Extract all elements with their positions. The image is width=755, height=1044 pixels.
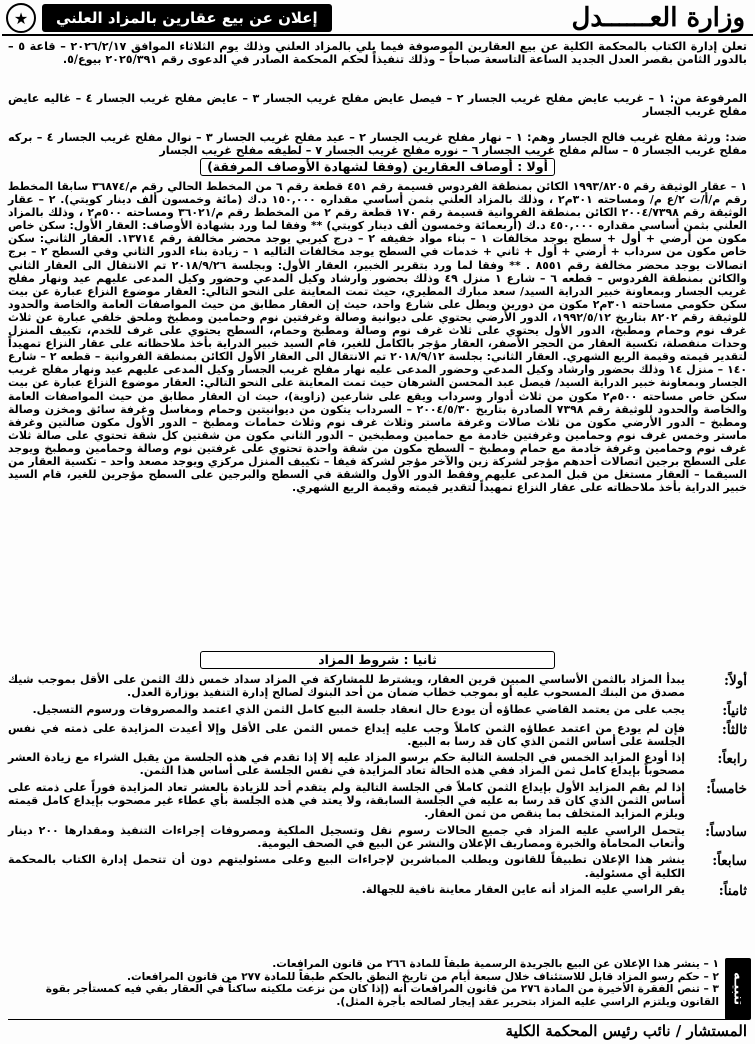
note-item: ٣ – تنص الفقرة الأخيرة من المادة ٢٧٦ من قانون المرافعات أنه (إذا كان من نزعت ملكيته ساكناً في العقار بقي فيه كمستأجر بقوة القانون ويلتزم الراسي عليه المزاد بتحرير عقد إيجار لصالحه بأجرة المثل).	[45, 983, 719, 1008]
condition-item	[8, 824, 747, 851]
announcement-header	[2, 2, 753, 36]
properties-description: ١ – عقار الوثيقة رقم ١٩٩٣/٨٢٠٥ الكائن بمنطقة الفردوس قسيمة رقم ٤٥١ قطعة رقم ٦ من المخطط الحالي رقم م/٣٦٨٧٤ سابقا المخطط رقم م/أ/ت ٢/ع م/ ومساحته ٣٠١م٢ ، وذلك بالمزاد العلني بثمن أساسي مقداره ١٥٠,٠٠٠ د.ك (مائة وخمسون ألف دينار كويتي). ٢ – عقار الوثيقة رقم ٢٠٠٤/٧٣٩٨ الكائن بمنطقة الفروانية قسيمة رقم ١٧٠ قطعة رقم ٢ من المخطط رقم م/٣٦٠٢١ ومساحته ٥٠٠م٢ ، وذلك بالمزاد العلني بثمن أساسي مقداره ٤٥٠,٠٠٠ د.ك (أربعمائة وخمسون ألف دينار كويتي) ** وفقا لما ورد بشهادة الأوصاف: العقار الأول: سكن خاص مكون من أرضي + أول + سطح يوجد مخالفات ١ – بناء مواد خفيفه ٢ – درج كيربي يوجد محضر مخالفة رقم ١٣٧١٤. العقار الثاني: سكن خاص مكون من سرداب + أرضي + أول + ثاني + خدمات في السطح يوجد مخالفات التاليه ١ – زيادة بناء الدور الثاني وفي السطح ٢ – برج اتصالات يوجد محضر مخالفة رقم ٨٥٥١ . ** وفقا لما ورد بتقرير الخبير، العقار الأول: وبجلسة ٢٠١٨/٩/٢٦ تم الانتقال الى العقار الثاني والكائن بمنطقة الفردوس – قطعه ٦ – شارع ١ منزل ٤٩ وذلك بحضور وارشاد وكيل المدعي وحضور وكيل المدعى عليهم عيد ونهار مفلح غريب الجسار وبمعاونة خبير الدراية السيد/ سعد مبارك المطيري، حيث تمت المعاينة على النحو التالي: العقار موضوع النزاع عبارة عن بيت سكن حكومي مساحته ٣٠١م٢ مكون من دورين ويطل على شارع واحد، حيث إن العقار مطابق من حيث المواصفات العامة والخاصة والحدود للوثيقة رقم ٨٢٠٢ بتاريخ ١٩٩٢/٥/١٢، الدور الأرضي يحتوي على ديوانية وصالة وغرفتين نوم وحمامين ومطبخ وملحق خلفي عبارة عن ثلاث غرف نوم وحمام ومطبخ، الدور الأول يحتوي على ثلاث غرف نوم وصالة ومطبخ وحمام، السطح يحتوي على غرف للخدم، تكييف المنزل وحدات منفصلة، تكسية العقار من الحجر الأصفر، العقار مؤجر بالكامل للغير، قام السيد خبير الدراية بأخذ ملاحظاته على عقار النزاع تمهيداً لتقدير قيمته وقيمة الريع الشهري. العقار الثاني: بجلسة ٢٠١٨/٩/١٢ تم الانتقال الى العقار الأول الكائن بمنطقة الفروانية – قطعه ٢ – شارع ١٤٠ – منزل ١٤ وذلك بحضور وارشاد وكيل المدعي وحضور المدعى عليه نهار مفلح غريب الجسار وكيل المدعى عليهم عيد ونهار مفلح غريب الجسار وبمعاونة خبير الدراية السيد/ فيصل عبد المحسن الشرهان حيث تمت المعاينة على النحو التالي: العقار موضوع النزاع عبارة عن بيت سكن خاص مساحته ٥٠٠م٢ مكون من ثلاث أدوار وسرداب ويقع على شارعين (زاوية)، حيث ان العقار مطابق من حيث المواصفات العامة والخاصة والحدود للوثيقة رقم ٧٣٩٨ الصادرة بتاريخ ٢٠٠٤/٥/٣٠ – السرداب يتكون من ديوانيتين وحمام ومغاسل وغرفة سائق ومخزن وصالة ومطبخ – الدور الأرضي مكون من ثلاث صالات وغرفة ماستر وثلاث غرف نوم وثلاث حمامات ومطبخ – الدور الأول مكون صالتين وغرفة ماستر وخمس غرف نوم وحمامين وغرفتين خادمة مع حمامين ومطبخين – الدور الثاني مكون من شقتين كل شقة تحتوي على صالة ثلاث غرف نوم وحمامين وغرفة خادمة مع حمام ومطبخ – السطح مكون من شقة واحدة تحتوي على غرفتين نوم وصالة وحمامين ومطبخ ويوجد على السطح برجين اتصالات أحدهم مؤجر لشركة زين والآخر مؤجر لشركة فيفا – تكييف المنزل مركزي ويوجد مصعد واحد – تكسية العقار من السيقما – العقار مستغل من قبل المدعى عليهم وفقط الدور الأول والشقة في السطح والبرجين على السطح مؤجرين للغير، قام السيد خبير الدراية بأخذ ملاحظاته على عقار النزاع تمهيداً لتقدير قيمته وقيمة الريع الشهري.	[8, 180, 748, 495]
state-emblem-icon: ★	[6, 3, 36, 33]
condition-text: يبدأ المزاد بالثمن الأساسي المبين قرين العقار، ويشترط للمشاركة في المزاد سداد خمس ذلك الثمن على الأقل بموجب شيك مصدق من البنك المسحوب عليه أو بموجب خطاب ضمان من أحد البنوك لصالح إدارة التنفيذ بوزارة العدل.	[8, 673, 685, 700]
condition-text: يقر الراسي عليه المزاد أنه عاين العقار معاينة نافية للجهالة.	[361, 882, 685, 896]
defendants-paragraph: ضد: ورثة مفلح غريب فالح الجسار وهم: ١ – نهار مفلح غريب الجسار ٢ – عيد مفلح غريب الجسار ٣ – نوال مفلح غريب الجسار ٤ – بركه مفلح غريب الجسار ٥ – سالم مفلح غريب الجسار ٦ – نوره مفلح غريب الجسار ٧ – لطيفه مفلح غريب الجسار	[8, 131, 747, 158]
announcement-title: إعلان عن بيع عقارين بالمزاد العلني	[42, 4, 332, 32]
condition-item	[8, 853, 747, 880]
condition-label: ثانياً:	[722, 702, 747, 719]
intro-paragraph: تعلن إدارة الكتاب بالمحكمة الكلية عن بيع العقارين الموصوفة فيما يلي بالمزاد العلني وذلك يوم الثلاثاء الموافق ٢٠٢٦/٢/١٧ – قاعة ٥ – بالدور الثامن بقصر العدل الجديد الساعة التاسعة صباحاً – وذلك تنفيذاً لحكم المحكمة الصادر في الدعوى رقم ٢٠٢٥/٣٩١ بيوع/٥.	[8, 40, 747, 67]
condition-item	[8, 751, 747, 778]
condition-label: سادساً:	[705, 823, 747, 840]
notes-list	[8, 958, 725, 1020]
notes-box	[8, 958, 751, 1020]
condition-label: ثامناً:	[718, 882, 747, 899]
ministry-title: وزارة العــــــدل	[571, 3, 745, 33]
condition-text: فإن لم يودع من اعتمد عطاؤه الثمن كاملاً وجب عليه إيداع خمس الثمن على الأقل وإلا أعيدت المزايدة على ذمته في نفس الجلسة على أساس الثمن الذي كان قد رسا به البيع.	[8, 721, 685, 748]
condition-text: إذا لم يقم المزايد الأول بإيداع الثمن كاملاً في الجلسة التالية ولم يتقدم أحد للزيادة بالعشر تعاد المزايدة فوراً على ذمته على أساس الثمن الذي كان قد رسا به عليه في الجلسة السابقة، ولا يعتد في هذه الجلسة بأي عطاء غير مصحوب بإيداع كامل قيمته ويلزم المزايد المتخلف بما ينقص من ثمن العقار.	[8, 780, 685, 821]
note-item: ١ – ينشر هذا الإعلان عن البيع بالجريدة الرسمية طبقاً للمادة ٢٦٦ من قانون المرافعات.	[272, 958, 719, 970]
condition-text: إذا أودع المزايد الخمس في الجلسة التالية حكم برسو المزاد عليه إلا إذا تقدم في هذه الجلسة من يقبل الشراء مع زيادة العشر مصحوباً بإيداع كامل ثمن المزاد ففي هذه الحالة تعاد المزايدة في نفس الجلسة على أساس هذا الثمن.	[8, 751, 685, 778]
signature-line: المستشار / نائب رئيس المحكمة الكلية	[8, 1019, 747, 1040]
condition-item	[8, 883, 747, 899]
condition-item	[8, 673, 747, 700]
condition-label: ثالثاً:	[721, 721, 747, 738]
section-title-descriptions: أولا : أوصاف العقارين (وفقا لشهادة الأوصاف المرفقة)	[200, 158, 555, 176]
condition-text: ينشر هذا الإعلان تطبيقاً للقانون ويطلب المباشرين لإجراءات البيع وعلى مسئوليتهم دون أن تتحمل إدارة الكتاب بالمحكمة الكلية أي مسئولية.	[8, 853, 685, 880]
conditions-list	[8, 673, 747, 902]
notes-label: تنبيـه	[725, 958, 751, 1020]
condition-text: يتحمل الراسي عليه المزاد في جميع الحالات رسوم نقل وتسجيل الملكية ومصروفات إجراءات التنفيذ ومقدارها ٢٠٠ دينار وأتعاب المحاماة والخبرة ومصاريف الإعلان والنشر عن البيع في الصحف اليومية.	[8, 823, 685, 850]
condition-label: أولاً:	[724, 673, 747, 689]
section-title-conditions: ثانيا : شروط المزاد	[200, 651, 555, 669]
condition-label: خامساً:	[706, 780, 747, 797]
condition-item	[8, 703, 747, 719]
condition-label: سابعاً:	[712, 853, 747, 870]
note-item: ٢ – حكم رسو المزاد قابل للاستئناف خلال سبعة أيام من تاريخ النطق بالحكم طبقاً للمادة ٢٧٧ من قانون المرافعات.	[126, 970, 719, 983]
plaintiffs-paragraph: المرفوعة من: ١ – غريب عايض مفلح غريب الجسار ٢ – فيصل عايض مفلح غريب الجسار ٣ – عايض مفلح غريب الجسار ٤ – غاليه عايض مفلح غريب الجسار	[8, 92, 747, 119]
condition-label: رابعاً:	[717, 751, 747, 768]
condition-text: يجب على من يعتمد القاضي عطاؤه أن يودع حال انعقاد جلسة البيع كامل الثمن الذي اعتمد والمصروفات ورسوم التسجيل.	[32, 702, 685, 716]
condition-item	[8, 781, 747, 821]
banner	[2, 3, 332, 33]
condition-item	[8, 722, 747, 749]
